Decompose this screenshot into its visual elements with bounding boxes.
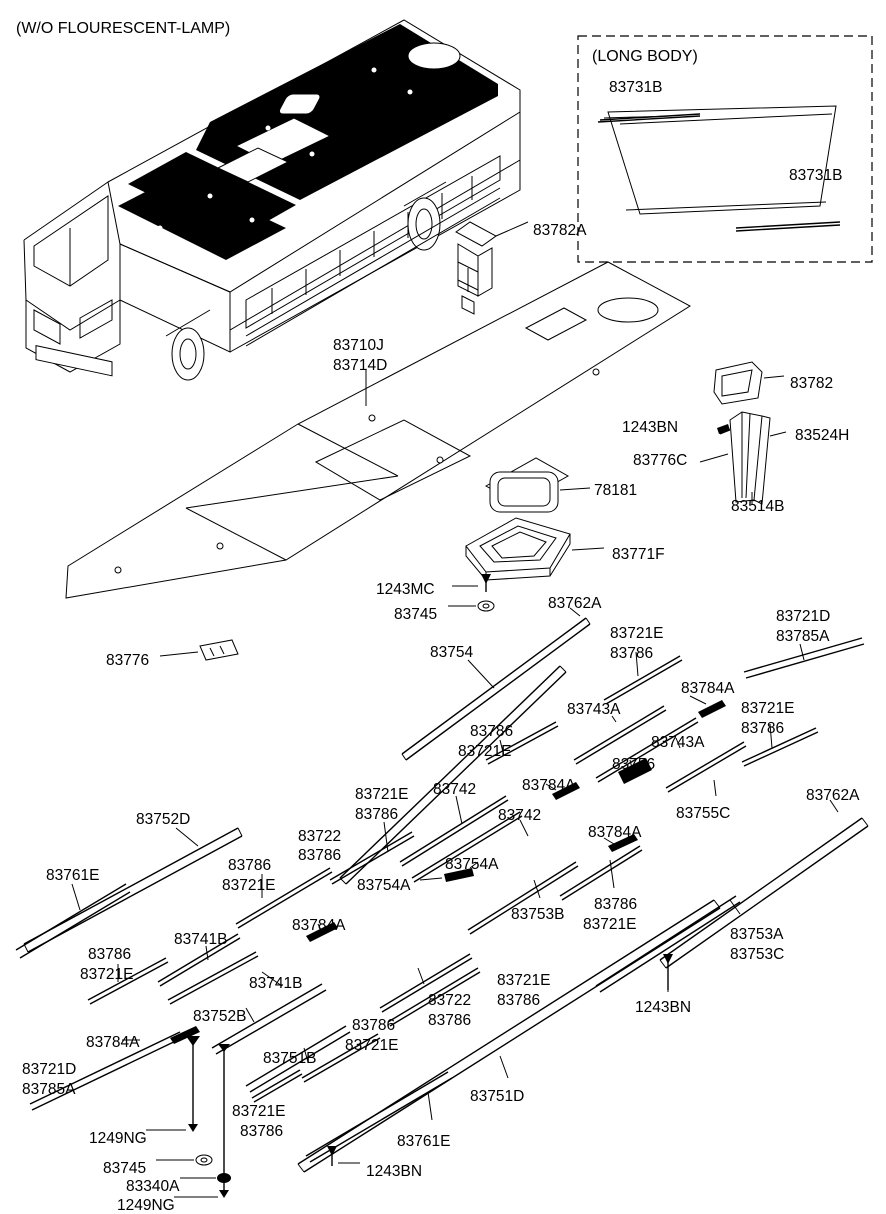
part-label-83751D: 83751D: [470, 1088, 525, 1105]
part-label-83721E-g: 83721E: [80, 966, 134, 983]
part-label-83786-d: 83786: [355, 806, 399, 823]
part-label-83752D: 83752D: [136, 811, 191, 828]
part-label-83784A-a: 83784A: [681, 680, 735, 697]
fastener-83745-bottom: [156, 1155, 212, 1165]
inset-title: (LONG BODY): [592, 48, 698, 65]
part-label-83761E-bottom: 83761E: [397, 1133, 451, 1150]
part-label-83752B: 83752B: [193, 1008, 247, 1025]
part-label-83784A-c: 83784A: [588, 824, 642, 841]
part-label-83524H: 83524H: [795, 427, 850, 444]
part-label-83714D: 83714D: [333, 357, 388, 374]
part-label-1243MC: 1243MC: [376, 581, 435, 598]
part-label-83782: 83782: [790, 375, 834, 392]
fastener-1243BN-right: [663, 954, 673, 992]
part-83771F: [466, 518, 604, 580]
part-label-83721D-right: 83721D: [776, 608, 831, 625]
part-label-1243BN-bottom: 1243BN: [366, 1163, 423, 1180]
part-label-1249NG-upper: 1249NG: [89, 1130, 147, 1147]
part-label-83722-b: 83722: [428, 992, 472, 1009]
part-label-83753C: 83753C: [730, 946, 785, 963]
part-label-83721E-f: 83721E: [583, 916, 637, 933]
part-label-83745-bottom: 83745: [103, 1160, 147, 1177]
moulding-83786-83721E-right: [560, 846, 642, 900]
part-label-83786-e: 83786: [298, 847, 342, 864]
part-83782: [714, 362, 784, 404]
part-label-83721E-e: 83721E: [222, 877, 276, 894]
part-83776: [160, 640, 238, 660]
part-label-83761E-left: 83761E: [46, 867, 100, 884]
part-label-83754: 83754: [430, 644, 474, 661]
part-label-83743A-b: 83743A: [651, 734, 705, 751]
part-83782A: [456, 222, 528, 314]
part-label-83741B-b: 83741B: [249, 975, 303, 992]
part-label-83721E-b: 83721E: [741, 700, 795, 717]
part-label-83751B: 83751B: [263, 1050, 317, 1067]
part-label-83514B: 83514B: [731, 498, 785, 515]
part-label-83784A-d: 83784A: [292, 917, 346, 934]
part-label-83340A: 83340A: [126, 1178, 180, 1195]
part-label-83754A-b: 83754A: [357, 877, 411, 894]
moulding-83754: [340, 660, 566, 884]
fastener-1249NG-lower: [174, 1044, 231, 1198]
part-label-83721E-d: 83721E: [355, 786, 409, 803]
part-label-83786-h: 83786: [88, 946, 132, 963]
part-label-83722-a: 83722: [298, 828, 342, 845]
part-label-83762A-right: 83762A: [806, 787, 860, 804]
part-label-83771F: 83771F: [612, 546, 665, 563]
part-label-83731B-top: 83731B: [609, 79, 663, 96]
part-label-83786-c: 83786: [470, 723, 514, 740]
part-label-83721E-i: 83721E: [345, 1037, 399, 1054]
part-label-83755C: 83755C: [676, 805, 731, 822]
part-label-83762A-upper: 83762A: [548, 595, 602, 612]
part-label-83721D-left: 83721D: [22, 1061, 77, 1078]
part-label-83731B-right: 83731B: [789, 167, 843, 184]
part-label-83786-j: 83786: [428, 1012, 472, 1029]
part-label-78181: 78181: [594, 482, 638, 499]
part-label-83784A-e: 83784A: [86, 1034, 140, 1051]
diagram-title: (W/O FLOURESCENT-LAMP): [16, 20, 231, 37]
part-label-83710J: 83710J: [333, 337, 384, 354]
part-label-83776: 83776: [106, 652, 150, 669]
part-label-83721E-c: 83721E: [458, 743, 512, 760]
part-label-83745-upper: 83745: [394, 606, 438, 623]
part-label-83753B: 83753B: [511, 906, 565, 923]
part-label-83742-b: 83742: [498, 807, 542, 824]
bus-illustration: [24, 20, 520, 380]
part-label-83786-i: 83786: [497, 992, 541, 1009]
fastener-1249NG-upper: [146, 1036, 200, 1132]
part-label-83753A: 83753A: [730, 926, 784, 943]
part-label-83776C: 83776C: [633, 452, 688, 469]
part-label-83784A-b: 83784A: [522, 777, 576, 794]
part-label-83743A-a: 83743A: [567, 701, 621, 718]
part-label-1243BN-pillar: 1243BN: [622, 419, 679, 436]
part-label-83721E-j: 83721E: [232, 1103, 286, 1120]
part-label-83785A-left: 83785A: [22, 1081, 76, 1098]
part-label-1243BN-right: 1243BN: [635, 999, 692, 1016]
part-label-83756: 83756: [612, 756, 656, 773]
part-label-83786-g: 83786: [594, 896, 638, 913]
part-label-83754A-a: 83754A: [445, 856, 499, 873]
part-label-83786-k: 83786: [352, 1017, 396, 1034]
part-label-83786-a: 83786: [610, 645, 654, 662]
part-label-83742-a: 83742: [433, 781, 477, 798]
fastener-83745: [448, 601, 494, 611]
part-label-83721E-h: 83721E: [497, 972, 551, 989]
part-label-83786-l: 83786: [240, 1123, 284, 1140]
part-label-83741B-a: 83741B: [174, 931, 228, 948]
part-83710J-headliner: [66, 262, 690, 598]
fastener-1243MC: [452, 574, 491, 592]
part-label-83721E-a: 83721E: [610, 625, 664, 642]
part-83524H-group: [700, 412, 786, 504]
long-body-box: [578, 36, 872, 262]
part-label-83782A: 83782A: [533, 222, 587, 239]
fastener-1243BN-bottom: [327, 1146, 360, 1166]
part-label-83785A-right: 83785A: [776, 628, 830, 645]
part-78181: [490, 472, 590, 512]
part-label-1249NG-lower: 1249NG: [117, 1197, 175, 1214]
part-label-83786-f: 83786: [228, 857, 272, 874]
part-label-83786-b: 83786: [741, 720, 785, 737]
